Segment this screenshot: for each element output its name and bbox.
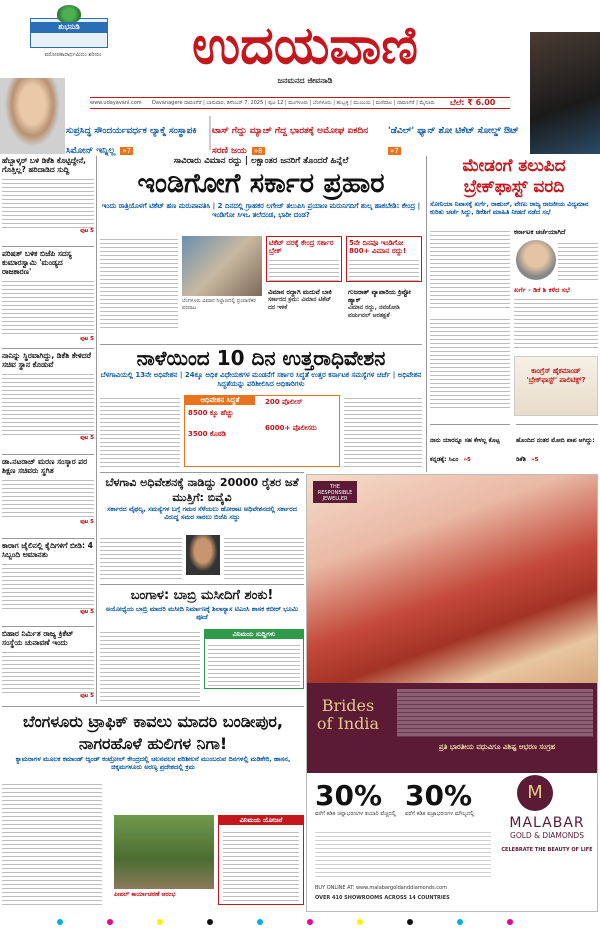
farmers-deck: ಸರ್ಕಾರದ ವೈಫಲ್ಯ, ಸಮಸ್ಯೆಗಳ ಬಗ್ಗೆ ಗಮನ ಸೆಳೆಯಲು ಹೋರಾಟ ಅಧಿವೇಶನದಲ್ಲಿ ಸರ್ಕಾರದ ವಿರುದ್ಧ ಸಮರ ಸಾರಲು ಬಿಜೆಪಿ ಸಜ್ಜು <box>107 505 297 521</box>
right-column <box>430 156 598 472</box>
session-text-2 <box>344 395 422 467</box>
teaser-photo-left <box>0 78 65 154</box>
traffic-photo <box>114 815 214 889</box>
babri-story <box>100 584 304 704</box>
left-story-6[interactable]: ಬಿಹಾರ ನಿರ್ಮಿತ ರಾಜ್ಯ ಕ್ರಿಕೆಟ್ ಸಂಸ್ಥೆಯ ಚುನಾವಣೆ ಇಂದು ಪುಟ 5 <box>2 626 94 700</box>
edition-line: Davanagere ದಾವಣಗೆರೆ | ಭಾನುವಾರ, ಡಿಸೆಂಬರ್ 7, 2025 | ಪುಟ 12 | ಮಂಗಳೂರು | ಬೆಂಗಳೂರು | ಹುಬ್ಬಳ್ಳಿ | ಮುಂಬಯಿ | ಮಣಿಪಾಲ | ದಾವಣಗೆರೆ | ಮೈಸೂರು <box>152 100 435 106</box>
sonia-photo <box>516 240 556 280</box>
breakfast-headline[interactable]: ಮೇಡಂಗೆ ತಲುಪಿದ ಬ್ರೇಕ್‌ಫಾಸ್ಟ್ ವರದಿ <box>462 156 566 197</box>
breakfast-text <box>430 228 510 308</box>
left-story-2[interactable]: ಪರಿಷತ್ ಬಳಿಕ ಬಿಜೆಪಿ ಸದಸ್ಯ ಕುಮಾರಸ್ವಾಮಿ 'ಮಂಡ್ಯದ ರಾಜಕಾರಣ' ಪುಟ 5 <box>2 246 94 343</box>
farmers-photo <box>186 535 220 575</box>
registration-dot <box>407 919 413 925</box>
registration-dot <box>257 919 263 925</box>
page-title: ಉದಯವಾಣಿ <box>192 16 418 76</box>
lead-box-2[interactable]: 5ನೇ ದಿನವೂ ಇಂಡಿಗೋ 800+ ವಿಮಾನ ರದ್ದು! <box>346 236 422 282</box>
babri-deck: ಅಯೋಧ್ಯೆಯ ಬಾಬ್ರಿ ಮಾದರಿ ಮಸೀದಿ ನಿರ್ಮಾಣಕ್ಕೆ ಶಿಲಾನ್ಯಾಸ ಟಿಎಂಸಿ ಶಾಸಕ ಕಬೀರ್ ಭೂಮಿ ಪೂಜೆ <box>105 605 299 621</box>
session-text <box>100 395 180 467</box>
left-story-3[interactable]: ನಾನಿನ್ನು ಸ್ಥಿರವಾಗಿದ್ದು, ಡಿಕೆಶಿ ಕೇಳಿದರೆ ಸಚಿವ ಸ್ಥಾನ ಕೊಡುವೆ ಪುಟ 5 <box>2 348 94 442</box>
babri-headline[interactable]: ಬಂಗಾಳ: ಬಾಬ್ರಿ ಮಸೀದಿಗೆ ಶಂಕು! <box>130 588 274 603</box>
logo-box <box>30 18 108 48</box>
ad-footer[interactable]: BUY ONLINE AT: www.malabargoldanddiamonds.com <box>315 885 447 891</box>
teaser-3[interactable]: 'ಡೆವಿಲ್' ಫ್ಯಾನ್ ಶೋ ಟಿಕೆಟ್ ಸೋಲ್ಡ್ ಔಟ್ »7 <box>388 126 519 155</box>
babri-box: ವಿನಿಮಯ ಸುದ್ದಿಗಳು <box>204 629 304 689</box>
brand-tagline: CELEBRATE THE BEAUTY OF LIFE <box>501 847 593 853</box>
divider <box>96 156 97 704</box>
registration-dot <box>507 919 513 925</box>
tree-icon <box>57 5 81 23</box>
lead-headline[interactable]: ಇಂಡಿಗೋಗೆ ಸರ್ಕಾರ ಪ್ರಹಾರ <box>137 168 385 199</box>
story-text <box>2 371 94 435</box>
ad-badge: THE RESPONSIBLE JEWELLER <box>313 481 357 503</box>
brand-name: MALABAR <box>509 815 585 831</box>
divider <box>426 156 427 472</box>
lead-photo-caption: ಬೆಂಗಳೂರು ವಿಮಾನ ನಿಲ್ದಾಣದಲ್ಲಿ ಪ್ರಯಾಣಿಕರ ಪರದಾಟ <box>182 298 256 311</box>
farmers-headline[interactable]: ಬೆಳಗಾವಿ ಅಧಿವೇಶನಕ್ಕೆ ನಾಡಿದ್ದು 20000 ರೈತರ ಜತೆ ಮುತ್ತಿಗೆ: ಬಿವೈವಿ <box>105 476 299 504</box>
lead-box-1[interactable]: ಟಿಕೆಟ್ ದರಕ್ಕೆ ಕೇಂದ್ರ ಸರ್ಕಾರ ಬ್ರೇಕ್ <box>266 236 342 282</box>
traffic-story <box>2 706 304 912</box>
lead-story <box>100 156 422 340</box>
edition-bar <box>90 97 510 109</box>
tagline: ಜನಮನದ ಜೀವನಾಡಿ <box>277 76 333 85</box>
masthead <box>0 0 600 112</box>
ad-panel <box>307 683 598 773</box>
registration-dot <box>357 919 363 925</box>
farmers-story <box>100 472 304 582</box>
ad-top-text: ಪ್ರತಿ ಭಾರತೀಯ ವಧುವಿಗೂ ವಿಶಿಷ್ಟ ಆಭರಣ ಸಂಗ್ರಹ <box>438 743 556 751</box>
story-text <box>2 649 94 693</box>
teaser-photo-right <box>530 32 600 154</box>
brand-sub: GOLD & DIAMONDS <box>510 831 584 840</box>
box-text <box>269 257 339 281</box>
logo-text: ಶುಭನುಡಿ <box>31 22 107 33</box>
left-column <box>2 156 94 704</box>
print-color-bar <box>0 914 600 928</box>
traffic-caption: ಪೀಪಲ್ ಕಾರ್ಯಾಚರಣೆ ಆರಂಭ <box>114 891 176 898</box>
ad-footer-2: OVER 410 SHOWROOMS ACROSS 14 COUNTRIES <box>315 895 450 901</box>
left-story-1[interactable]: ಹೆಬ್ಬಾಳ್ಕರ್ ಬಳಿ ಡಿಕೆಶಿ ಕೊಟ್ಟಿದ್ದೇನೆ, ಗೊತ್ತಿಲ್ಲ? ಹರಿದಾಡಿದ ಸುದ್ದಿ ಪುಟ 5 <box>2 156 94 234</box>
left-story-5[interactable]: ಕಾರಾಗ ಜೈಲಿನಲ್ಲಿ ಕೈದಿಗಳಿಗೆ ಬೀಡಿ: 4 ಸಿಬ್ಬಂದಿ ಅಮಾನತು ಪುಟ 5 <box>2 538 94 616</box>
box-text <box>208 642 300 686</box>
lead-deck: ಇಂದು ರಾತ್ರಿಯೊಳಗೆ ಟಿಕೆಟ್ ಹಣ ಮರುಪಾವತಿಸಿ | 2 ದಿನದಲ್ಲಿ ಗ್ರಾಹಕರ ಲಗೇಜ್ ತಲುಪಿಸಿ ಪ್ರಯಾಣ ಮರುನಿಗದಿಗೆ ಶುಲ್ಕ ಹಾಕಬೇಡಿ: ಕೇಂದ್ರ | ಇಂಡಿಗೋ ಸಿಇಒ ತಲೆದಂಡ, ಭಾರೀ ದಂಡ? <box>101 202 421 219</box>
registration-dot <box>457 919 463 925</box>
breakfast-text-2 <box>558 240 598 280</box>
box-text <box>223 829 299 901</box>
farmers-text <box>100 535 182 581</box>
story-text <box>2 477 94 519</box>
offer-1: 30% ವರೆಗೆ ಕಡಿತ ಚಿನ್ನಾಭರಣಗಳ ತಯಾರಿ ವೆಚ್ಚದಲ್ಲಿ <box>315 779 397 817</box>
registration-dot <box>107 919 113 925</box>
lead-kicker: ಸಾವಿರಾರು ವಿಮಾನ ರದ್ದು | ಲಕ್ಷಾಂತರ ಜನರಿಗೆ ತೊಂದರೆ ಹಿನ್ನೆಲೆ <box>173 156 349 166</box>
ad-fine-print <box>397 689 593 737</box>
farmers-text-2 <box>224 535 304 581</box>
lead-box-4[interactable]: ಗುಜರಾತ್ ವ್ಯಾಪಾರಿಯ ಕ್ರಿಪ್ಟೋ ಹ್ಯಾಕ್ ವಿಮಾನ ರದ್ದು, ನವಜೋಡಿ ವರ್ಚುವಲ್ ಆರತಕ್ಷತೆ <box>348 288 411 319</box>
story-text <box>2 561 94 609</box>
registration-dot <box>57 919 63 925</box>
teaser-photo-mid <box>209 116 211 150</box>
session-box: ಅಧಿವೇಶನ ಸಿದ್ಧತೆ 8500 ಕ್ಕೂ ಹೆಚ್ಚು 3500 ಕೊಠಡಿ 200 ಪೊಲೀಸ್ 6000+ ಪೊಲೀಸರು <box>184 395 340 467</box>
box-text <box>349 257 419 281</box>
sub-head-2: ಖರ್ಗೆ - ಡಿಕೆ ಶಿ ಕಳೆದ ಸಭೆ <box>514 286 570 294</box>
registration-dot <box>207 919 213 925</box>
babri-text <box>100 629 200 703</box>
session-headline[interactable]: ನಾಳೆಯಿಂದ 10 ದಿನ ಉತ್ತರಾಧಿವೇಶನ <box>136 346 386 370</box>
story-text <box>2 176 94 228</box>
traffic-deck: ಕ್ಯಾಮರಾಗಳ ಮೂಲಕ ಕಮಾಂಡ್ ಆ್ಯಂಡ್ ಕಂಟ್ರೋಲ್ ಕೇಂದ್ರದಲ್ಲಿ ಚಲನವಲನ ಪರಿಶೀಲನೆ ಮುಂಬರುವ ದಿನಗಳಲ್ಲಿ ಮಡಿಕೇರಿ, ಹಾಸನ, ಚಿಕ್ಕಮಗಳೂರು ಅರಣ್ಯ ಪ್ರದೇಶದಲ್ಲಿ ಕ್ರಮ <box>15 755 291 771</box>
ad-address-text <box>315 829 491 879</box>
brides-logo: Brides of India <box>316 696 380 733</box>
malabar-ad[interactable] <box>306 474 598 912</box>
price: ಬೆಲೆ: ₹ 6.00 <box>450 98 496 107</box>
malabar-logo-icon: M <box>517 775 553 811</box>
breakfast-text-3 <box>514 296 598 348</box>
traffic-headline[interactable]: ಬೆಂಗಳೂರು ಟ್ರಾಫಿಕ್ ಕಾವಲು ಮಾದರಿ ಬಂಡೀಪುರ, ನಾಗರಹೊಳೆ ಹುಲಿಗಳ ನಿಗಾ! <box>23 712 283 753</box>
offer-2: 30% ವರೆಗೆ ಕಡಿತ ವಜ್ರಾಭರಣಗಳ ಮೌಲ್ಯದಲ್ಲಿ <box>405 779 475 817</box>
ad-photo <box>307 475 598 683</box>
traffic-box: ವಿನಿಮಯ ಯೋಜನೆ <box>218 815 304 905</box>
session-deck: ಬೆಳಗಾವಿಯಲ್ಲಿ 13ನೇ ಅಧಿವೇಶನ | 24ಕ್ಕೂ ಅಧಿಕ ವಿಧೇಯಕಗಳ ಮಂಡನೆಗೆ ಸರ್ಕಾರ ಸಿದ್ಧತೆ ಉತ್ತರ ಕರ್ನಾಟಕ ಸಮಸ್ಯೆಗಳ ಚರ್ಚೆ | ಅಧಿವೇಶನ ಸಿದ್ಧತೆಯನ್ನು ಪರಿಶೀಲಿಸಿದ ಅಧಿಕಾರಿಗಳು <box>100 371 422 388</box>
right-foot-2[interactable]: ಹೊಂದಿದ ನಂತರ ಮೋದಿ ಪಾಪ ಆಗಿದ್ದು: ಡಿಕೆಶಿ »5 <box>516 424 598 465</box>
teaser-2[interactable]: ಟಾಸ್ ಗೆದ್ದು ಮ್ಯಾಚ್ ಗೆದ್ದ ಭಾರತಕ್ಕೆ ಅಮೋಘ ಏಕದಿನ ಸರಣಿ ಜಯ »8 <box>212 126 369 156</box>
logo-caption: ಪರೋಪಕಾರಾರ್ಥಮಿದಂ ಶರೀರಂ <box>44 52 102 58</box>
teaser-strip <box>0 112 600 154</box>
registration-dot <box>307 919 313 925</box>
breakfast-banner: ಕಾಂಗ್ರೆಸ್ ಹೈಕಮಾಂಡ್ 'ಬ್ರೇಕ್‌ಫಾಸ್ಟ್' ಪಾಲಿಟಿಕ್ಸ್? <box>514 356 598 416</box>
sub-head-1: ಕರ್ನಾಟಕ ಚರ್ಚೆಯಾಗಿದೆ <box>514 228 566 236</box>
right-foot-1[interactable]: ನಾನು ಯಾರನ್ನೂ ಸಹ ಕೇಳಲ್ಲ ಕೊಟ್ಟ ಕನ್ನಡಕ್ಕೆ: ಸಿಎಂ »5 <box>430 424 510 465</box>
website[interactable]: www.udayavani.com <box>90 100 142 106</box>
teaser-1[interactable]: ಸುಪ್ರಸಿದ್ಧ ಸೌಂದರ್ಯವರ್ಧಕ ಲ್ಯಾಕ್ಮೆ ಸಂಸ್ಥಾಪಕಿ ಸಿಮೋನ್ ಇನ್ನಿಲ್ಲ »7 <box>66 126 197 156</box>
registration-marks <box>0 915 600 929</box>
lead-photo <box>182 236 262 296</box>
breakfast-deck: ಸೋನಿಯಾ ನಿವಾಸಕ್ಕೆ ಖರ್ಗೆ, ರಾಹುಲ್, ವೇಣು ರಾಜ್ಯ ರಾಜಕೀಯ ವಿದ್ಯಮಾನ ಕುರಿತು ಚರ್ಚೆ ಸಿದ್ದು, ಡಿಕೆಶಿಗೆ ಮಾಹಿತಿ ನೀಡದೆ ನಡೆದ ಸಭೆ <box>430 200 589 216</box>
lead-box-3[interactable]: ವಿಮಾನ ರದ್ದಾಗಿ ಮದುವೆ ಬಾಕಿ ಸರ್ಕಾರದ ಕ್ರಮ: ವಿಮಾನ ಟಿಕೆಟ್ ದರ ಇಳಿಕೆ <box>268 288 332 311</box>
traffic-text <box>2 781 102 907</box>
lead-text <box>100 236 178 328</box>
story-text <box>2 278 94 336</box>
session-story <box>100 344 422 470</box>
breakfast-text-4 <box>430 316 510 408</box>
registration-dot <box>157 919 163 925</box>
left-story-4[interactable]: ಡಾ.ನಟರಾಜ್ ಮರಣ ಸಂಸ್ಕಾರ ಪರ ಶಿಕ್ಷಣ ಸಚಿವರು ಸ್ಥಗಿತ ಪುಟ 5 <box>2 454 94 526</box>
